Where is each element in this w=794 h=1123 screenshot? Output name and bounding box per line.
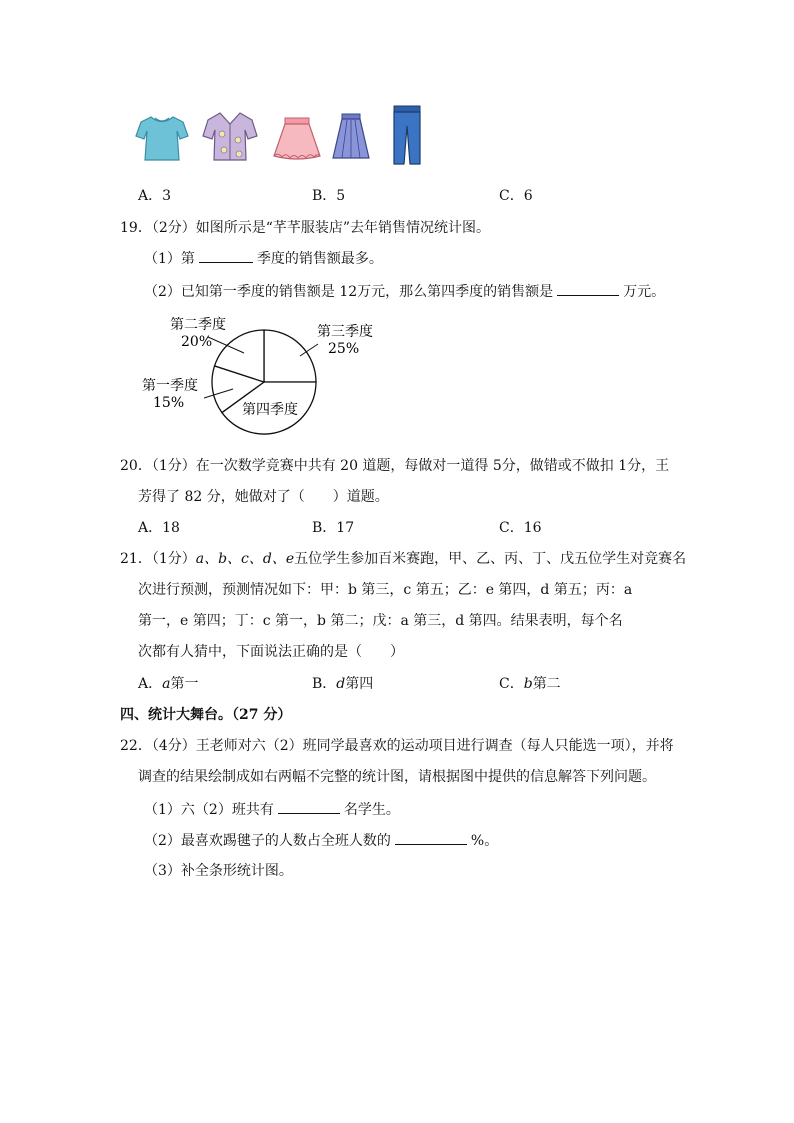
q22-sub2-prefix: （2）最喜欢踢毽子的人数占全班人数的	[144, 833, 391, 849]
q22-sub2-suffix: %。	[470, 833, 499, 849]
q21-line2: 次进行预测，预测情况如下：甲：b 第三，c 第五；乙：e 第四，d 第五；丙：a	[138, 582, 633, 598]
pie-label-q2: 第二季度	[170, 317, 226, 333]
q21-variables: a、b、c、d、e	[195, 551, 295, 567]
q18-option-c[interactable]: C．6	[499, 188, 533, 204]
q22-sub1-blank[interactable]	[278, 799, 340, 814]
jeans-icon	[390, 104, 424, 166]
q19-stem: 19．（2分）如图所示是“芊芊服装店”去年销售情况统计图。	[120, 220, 491, 236]
q21-option-b-text: 第四	[345, 676, 374, 692]
pie-label-q1: 第一季度	[142, 378, 198, 394]
q22-sub3: （3）补全条形统计图。	[144, 863, 293, 879]
t-shirt-icon	[135, 114, 189, 164]
q19-sub1-suffix: 季度的销售额最多。	[256, 251, 383, 267]
q20-line2: 芳得了 82 分，她做对了（ ）道题。	[138, 489, 389, 505]
q22-sub1-prefix: （1）六（2）班共有	[144, 802, 274, 818]
q20-option-a[interactable]: A．18	[138, 520, 180, 536]
q21-option-b[interactable]	[312, 674, 373, 694]
q22-sub2	[144, 830, 498, 851]
q21-option-c-text: 第二	[532, 676, 561, 692]
q20-option-b[interactable]: B．17	[312, 520, 355, 536]
pink-skirt-icon	[272, 116, 322, 162]
q21-option-b-var: d	[336, 676, 346, 692]
q19-sub1	[144, 248, 383, 269]
section-4-heading: 四、统计大舞台。（27 分）	[120, 707, 292, 723]
q21-line1	[120, 549, 686, 569]
pie-label-q4: 第四季度	[242, 402, 298, 418]
q21-option-c[interactable]	[499, 674, 561, 694]
q19-sub2-suffix: 万元。	[623, 284, 666, 300]
q22-sub1-suffix: 名学生。	[343, 802, 400, 818]
q21-option-c-prefix: C．	[499, 676, 524, 692]
q19-sub2-blank[interactable]	[557, 281, 619, 296]
q21-line4: 次都有人猜中，下面说法正确的是（ ）	[138, 644, 404, 660]
q18-option-b[interactable]: B．5	[312, 188, 346, 204]
q21-option-c-var: b	[523, 676, 533, 692]
quarter-sales-pie-chart	[138, 312, 398, 442]
purple-skirt-icon	[331, 112, 371, 162]
q18-option-a[interactable]: A．3	[138, 188, 172, 204]
q22-line1: 22．（4分）王老师对六（2）班同学最喜欢的运动项目进行调查（每人只能选一项），并将	[120, 738, 674, 754]
q22-sub1	[144, 799, 400, 820]
q19-sub2	[144, 281, 665, 302]
pie-slice-q3	[264, 330, 316, 382]
q22-line2: 调查的结果绘制成如右两幅不完整的统计图，请根据图中提供的信息解答下列问题。	[138, 769, 656, 785]
flower-shirt-icon	[202, 110, 258, 164]
pie-label-q3: 第三季度	[317, 324, 373, 340]
q21-option-a[interactable]	[138, 674, 198, 694]
pie-value-q2: 20%	[181, 334, 213, 350]
q19-sub1-prefix: （1）第	[144, 251, 195, 267]
q20-option-c[interactable]: C．16	[499, 520, 542, 536]
q21-option-a-var: a	[162, 676, 171, 692]
pie-value-q1: 15%	[153, 395, 185, 411]
q21-option-a-text: 第一	[170, 676, 199, 692]
q19-sub2-prefix: （2）已知第一季度的销售额是 12万元，那么第四季度的销售额是	[144, 284, 554, 300]
q21-number: 21．（1分）	[120, 551, 196, 567]
q22-sub2-blank[interactable]	[395, 830, 467, 845]
q19-sub1-blank[interactable]	[199, 248, 253, 263]
clothing-pictures	[135, 104, 425, 170]
pie-value-q3: 25%	[328, 341, 360, 357]
q21-line3: 第一，e 第四；丁：c 第一，b 第二；戊：a 第三，d 第四。结果表明，每个名	[138, 613, 623, 629]
q21-line1-rest: 五位学生参加百米赛跑，甲、乙、丙、丁、戊五位学生对竞赛名	[294, 551, 687, 567]
q21-option-b-prefix: B．	[312, 676, 337, 692]
q20-line1: 20．（1分）在一次数学竞赛中共有 20 道题，每做对一道得 5分，做错或不做扣 1分，王	[120, 458, 670, 474]
q21-option-a-prefix: A．	[138, 676, 163, 692]
